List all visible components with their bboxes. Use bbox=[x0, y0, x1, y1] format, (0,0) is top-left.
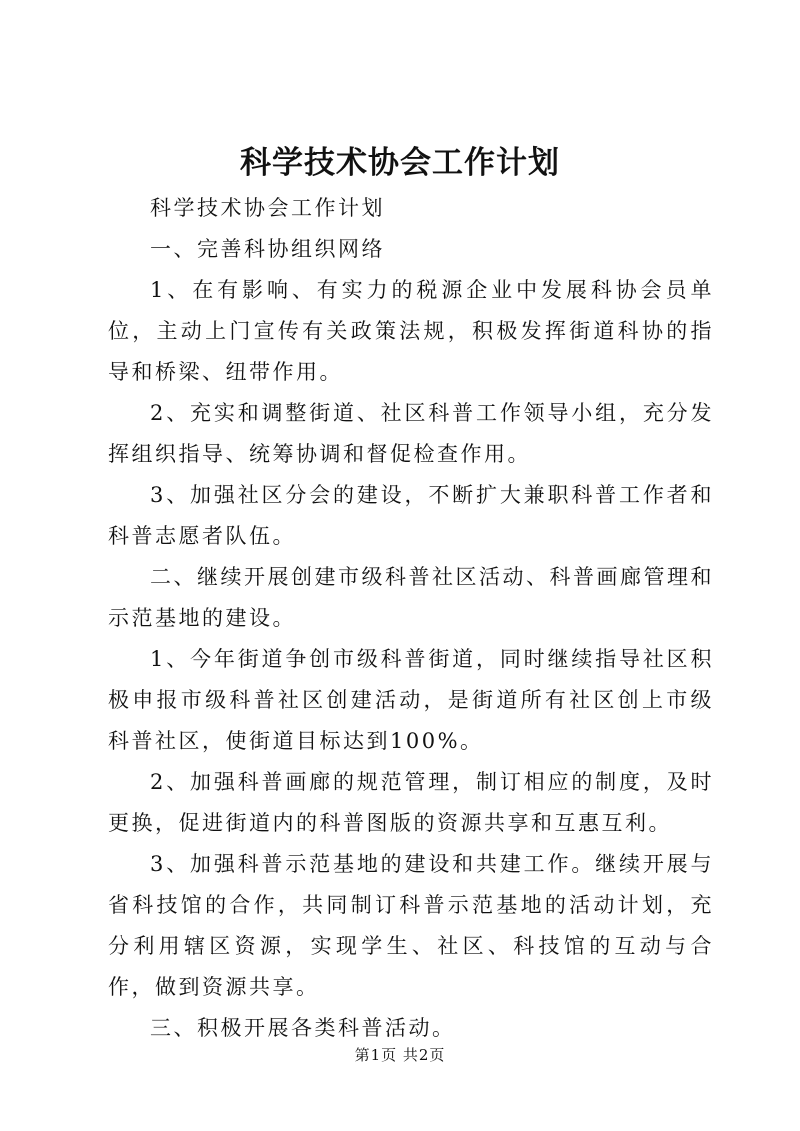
document-title: 科学技术协会工作计划 bbox=[240, 145, 560, 181]
paragraph: 科学技术协会工作计划 bbox=[150, 196, 385, 220]
paragraph: 2、加强科普画廊的规范管理，制订相应的制度，及时更换，促进街道内的科普图版的资源共享和互惠互利。 bbox=[108, 770, 714, 835]
paragraph: 二、继续开展创建市级科普社区活动、科普画廊管理和示范基地的建设。 bbox=[108, 565, 714, 630]
document-body bbox=[108, 188, 714, 1049]
paragraph: 一、完善科协组织网络 bbox=[150, 237, 385, 261]
paragraph: 1、今年街道争创市级科普街道，同时继续指导社区积极申报市级科普社区创建活动，是街道所有社区创上市级科普社区，使街道目标达到100%。 bbox=[108, 647, 714, 753]
paragraph: 1、在有影响、有实力的税源企业中发展科协会员单位，主动上门宣传有关政策法规，积极发挥街道科协的指导和桥梁、纽带作用。 bbox=[108, 278, 714, 384]
paragraph: 3、加强科普示范基地的建设和共建工作。继续开展与省科技馆的合作，共同制订科普示范基地的活动计划，充分利用辖区资源，实现学生、社区、科技馆的互动与合作，做到资源共享。 bbox=[108, 852, 714, 999]
paragraph: 2、充实和调整街道、社区科普工作领导小组，充分发挥组织指导、统筹协调和督促检查作用。 bbox=[108, 401, 714, 466]
page-number-footer: 第1页 共2页 bbox=[354, 1046, 446, 1064]
paragraph: 三、积极开展各类科普活动。 bbox=[150, 1016, 456, 1040]
paragraph: 3、加强社区分会的建设，不断扩大兼职科普工作者和科普志愿者队伍。 bbox=[108, 483, 714, 548]
